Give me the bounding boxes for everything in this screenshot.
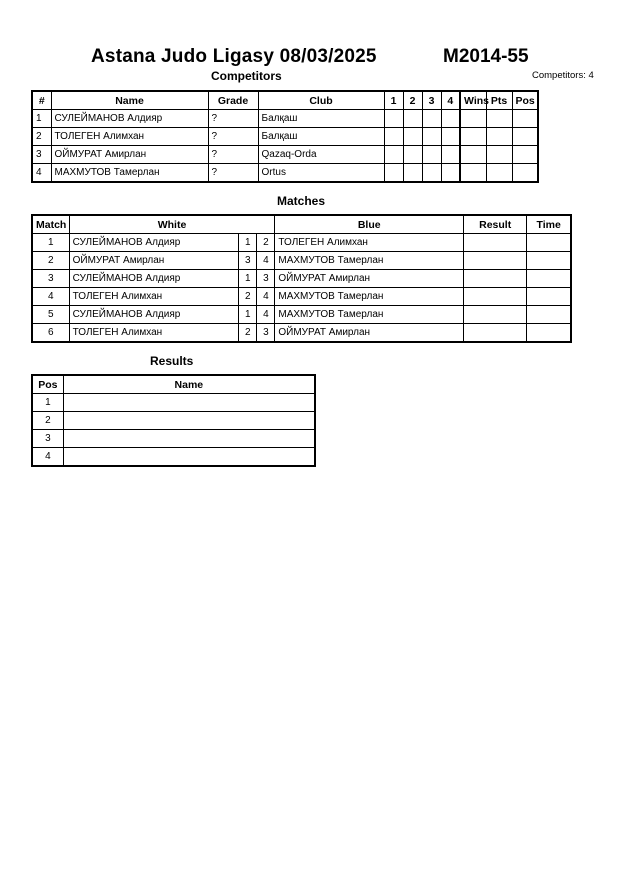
- white-competitor: ТОЛЕГЕН Алимхан: [69, 324, 239, 343]
- competitor-name: СУЛЕЙМАНОВ Алдияр: [51, 110, 208, 128]
- blue-number: 4: [257, 252, 275, 270]
- result-name-cell: [63, 394, 315, 412]
- result-name-cell: [63, 448, 315, 467]
- match-row: [32, 234, 571, 252]
- wins-cell: [460, 128, 486, 146]
- wins-cell: [460, 146, 486, 164]
- competitor-grade: ?: [208, 164, 258, 183]
- blue-number: 4: [257, 306, 275, 324]
- results-table: [31, 374, 316, 467]
- result-row: [32, 448, 315, 467]
- white-number: 1: [239, 270, 257, 288]
- competitor-grade: ?: [208, 110, 258, 128]
- competitor-club: Балқаш: [258, 128, 384, 146]
- result-name-cell: [63, 430, 315, 448]
- white-competitor: СУЛЕЙМАНОВ Алдияр: [69, 234, 239, 252]
- score-cell: [441, 110, 460, 128]
- competitor-club: Балқаш: [258, 110, 384, 128]
- white-competitor: СУЛЕЙМАНОВ Алдияр: [69, 270, 239, 288]
- score-cell: [384, 110, 403, 128]
- col-header-num: #: [32, 91, 51, 110]
- competitor-club: Qazaq-Orda: [258, 146, 384, 164]
- competitor-row: [32, 146, 538, 164]
- time-cell: [527, 252, 571, 270]
- score-cell: [422, 110, 441, 128]
- col-header-club: Club: [258, 91, 384, 110]
- matches-section-title: Matches: [277, 194, 326, 208]
- blue-competitor: ОЙМУРАТ Амирлан: [275, 270, 464, 288]
- result-row: [32, 430, 315, 448]
- competitors-table: [31, 90, 539, 183]
- competitor-name: ОЙМУРАТ Амирлан: [51, 146, 208, 164]
- col-header-opp-3: 3: [422, 91, 441, 110]
- pos-cell: [512, 110, 538, 128]
- score-cell: [441, 128, 460, 146]
- col-header-name: Name: [63, 375, 315, 394]
- match-row: [32, 306, 571, 324]
- score-cell: [403, 128, 422, 146]
- result-cell: [464, 324, 527, 343]
- score-cell: [403, 164, 422, 183]
- time-cell: [527, 306, 571, 324]
- category-title: M2014-55: [443, 46, 529, 67]
- col-header-white: White: [69, 215, 275, 234]
- competitors-header-row: [32, 91, 538, 110]
- wins-cell: [460, 110, 486, 128]
- col-header-pos: Pos: [512, 91, 538, 110]
- match-number: 1: [32, 234, 69, 252]
- score-cell: [384, 164, 403, 183]
- score-cell: [441, 146, 460, 164]
- col-header-opp-2: 2: [403, 91, 422, 110]
- results-section-title: Results: [150, 354, 194, 368]
- time-cell: [527, 288, 571, 306]
- blue-competitor: МАХМУТОВ Тамерлан: [275, 288, 464, 306]
- white-competitor: СУЛЕЙМАНОВ Алдияр: [69, 306, 239, 324]
- result-cell: [464, 306, 527, 324]
- match-number: 5: [32, 306, 69, 324]
- competitor-club: Ortus: [258, 164, 384, 183]
- result-cell: [464, 270, 527, 288]
- competitor-row: [32, 128, 538, 146]
- score-cell: [384, 128, 403, 146]
- result-pos: 2: [32, 412, 63, 430]
- competitor-num: 1: [32, 110, 51, 128]
- col-header-match: Match: [32, 215, 69, 234]
- event-title: Astana Judo Ligasy 08/03/2025: [91, 46, 377, 67]
- competitor-num: 3: [32, 146, 51, 164]
- competitors-section-title: Competitors: [211, 69, 282, 83]
- score-cell: [384, 146, 403, 164]
- score-cell: [422, 146, 441, 164]
- white-number: 1: [239, 234, 257, 252]
- competitor-name: ТОЛЕГЕН Алимхан: [51, 128, 208, 146]
- match-number: 4: [32, 288, 69, 306]
- competitor-grade: ?: [208, 146, 258, 164]
- competitor-num: 4: [32, 164, 51, 183]
- col-header-name: Name: [51, 91, 208, 110]
- white-competitor: ТОЛЕГЕН Алимхан: [69, 288, 239, 306]
- blue-competitor: ОЙМУРАТ Амирлан: [275, 324, 464, 343]
- blue-competitor: ТОЛЕГЕН Алимхан: [275, 234, 464, 252]
- blue-competitor: МАХМУТОВ Тамерлан: [275, 252, 464, 270]
- pts-cell: [486, 146, 512, 164]
- col-header-opp-1: 1: [384, 91, 403, 110]
- time-cell: [527, 234, 571, 252]
- matches-header-row: [32, 215, 571, 234]
- blue-competitor: МАХМУТОВ Тамерлан: [275, 306, 464, 324]
- result-pos: 3: [32, 430, 63, 448]
- score-cell: [403, 146, 422, 164]
- result-pos: 1: [32, 394, 63, 412]
- match-row: [32, 324, 571, 343]
- match-row: [32, 288, 571, 306]
- competitor-num: 2: [32, 128, 51, 146]
- result-row: [32, 394, 315, 412]
- wins-cell: [460, 164, 486, 183]
- white-number: 1: [239, 306, 257, 324]
- blue-number: 3: [257, 324, 275, 343]
- col-header-grade: Grade: [208, 91, 258, 110]
- result-cell: [464, 234, 527, 252]
- time-cell: [527, 270, 571, 288]
- col-header-opp-4: 4: [441, 91, 460, 110]
- pos-cell: [512, 128, 538, 146]
- competitors-count: Competitors: 4: [532, 70, 594, 81]
- result-cell: [464, 252, 527, 270]
- white-number: 2: [239, 288, 257, 306]
- pos-cell: [512, 164, 538, 183]
- matches-table: [31, 214, 572, 343]
- white-number: 3: [239, 252, 257, 270]
- white-number: 2: [239, 324, 257, 343]
- competitor-row: [32, 110, 538, 128]
- time-cell: [527, 324, 571, 343]
- col-header-result: Result: [464, 215, 527, 234]
- result-name-cell: [63, 412, 315, 430]
- pts-cell: [486, 110, 512, 128]
- competitor-grade: ?: [208, 128, 258, 146]
- col-header-blue: Blue: [275, 215, 464, 234]
- col-header-pts: Pts: [486, 91, 512, 110]
- score-cell: [422, 128, 441, 146]
- pos-cell: [512, 146, 538, 164]
- match-row: [32, 270, 571, 288]
- white-competitor: ОЙМУРАТ Амирлан: [69, 252, 239, 270]
- col-header-wins: Wins: [460, 91, 486, 110]
- match-number: 3: [32, 270, 69, 288]
- results-header-row: [32, 375, 315, 394]
- match-number: 2: [32, 252, 69, 270]
- score-cell: [422, 164, 441, 183]
- blue-number: 3: [257, 270, 275, 288]
- page-header: [0, 46, 630, 70]
- result-row: [32, 412, 315, 430]
- competitor-name: МАХМУТОВ Тамерлан: [51, 164, 208, 183]
- col-header-time: Time: [527, 215, 571, 234]
- score-cell: [441, 164, 460, 183]
- result-pos: 4: [32, 448, 63, 467]
- blue-number: 4: [257, 288, 275, 306]
- competitor-row: [32, 164, 538, 183]
- result-cell: [464, 288, 527, 306]
- score-cell: [403, 110, 422, 128]
- match-row: [32, 252, 571, 270]
- blue-number: 2: [257, 234, 275, 252]
- pts-cell: [486, 164, 512, 183]
- col-header-pos: Pos: [32, 375, 63, 394]
- match-number: 6: [32, 324, 69, 343]
- pts-cell: [486, 128, 512, 146]
